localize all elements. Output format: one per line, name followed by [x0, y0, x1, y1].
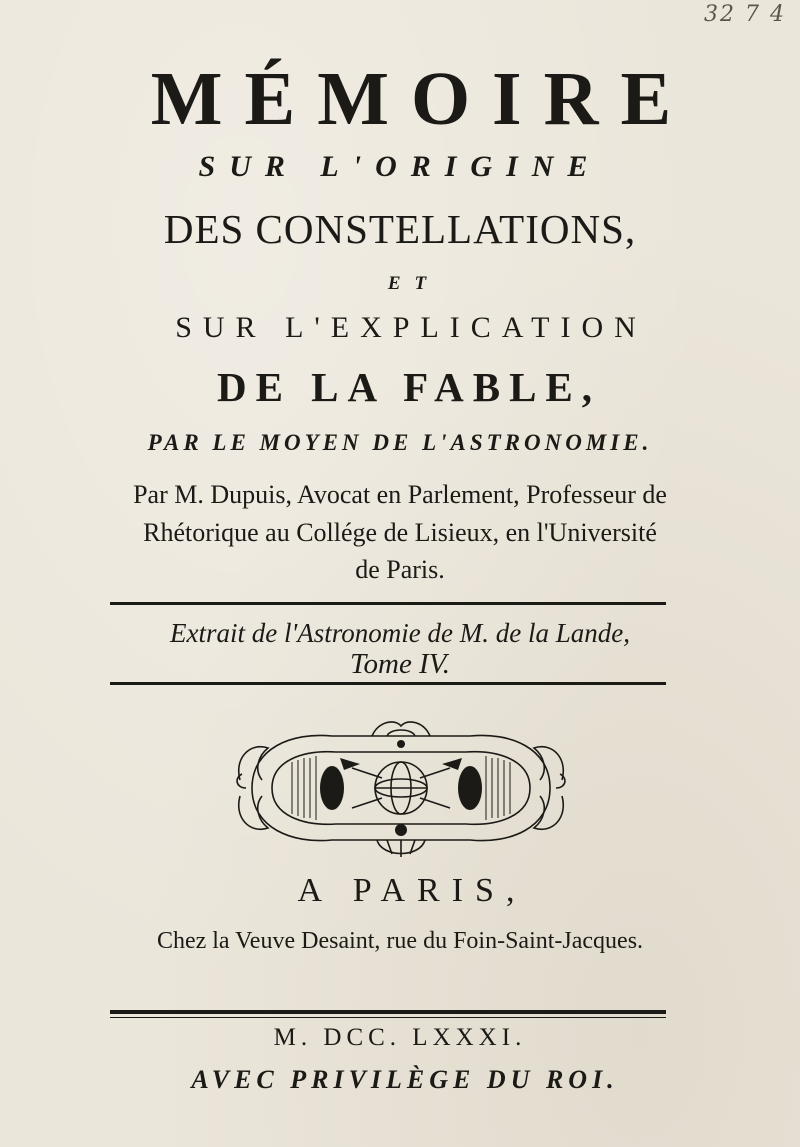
page-title: MÉMOIRE: [150, 57, 694, 141]
subtitle-astronomy: PAR LE MOYEN DE L'ASTRONOMIE.: [147, 430, 653, 455]
divider-rule: [110, 602, 666, 605]
imprint-place: A PARIS,: [297, 872, 527, 909]
extract-volume: Tome IV.: [350, 648, 450, 680]
royal-privilege: AVEC PRIVILÈGE DU ROI.: [191, 1065, 619, 1094]
subtitle-origin: SUR L'ORIGINE: [198, 150, 602, 183]
subtitle-conjunction: ET: [387, 273, 441, 294]
subtitle-constellations: DES CONSTELLATIONS,: [163, 206, 637, 252]
divider-rule: [110, 1017, 666, 1018]
archive-shelfmark: 32 7 4: [704, 2, 786, 27]
imprint-date: M. DCC. LXXXI.: [273, 1024, 527, 1051]
extract-source: Extrait de l'Astronomie de M. de la Lande,: [170, 618, 630, 648]
subtitle-fable: DE LA FABLE,: [216, 364, 602, 410]
author-line: de Paris.: [355, 555, 445, 584]
subtitle-explanation: SUR L'EXPLICATION: [175, 311, 647, 344]
divider-rule: [110, 1010, 666, 1014]
author-line: Par M. Dupuis, Avocat en Parlement, Professeur de: [133, 480, 667, 509]
imprint-publisher: Chez la Veuve Desaint, rue du Foin-Saint-Jacques.: [156, 928, 644, 954]
divider-rule: [110, 682, 666, 685]
engraved-vignette-icon: [232, 718, 570, 860]
author-line: Rhétorique au Collége de Lisieux, en l'Université: [143, 518, 657, 547]
